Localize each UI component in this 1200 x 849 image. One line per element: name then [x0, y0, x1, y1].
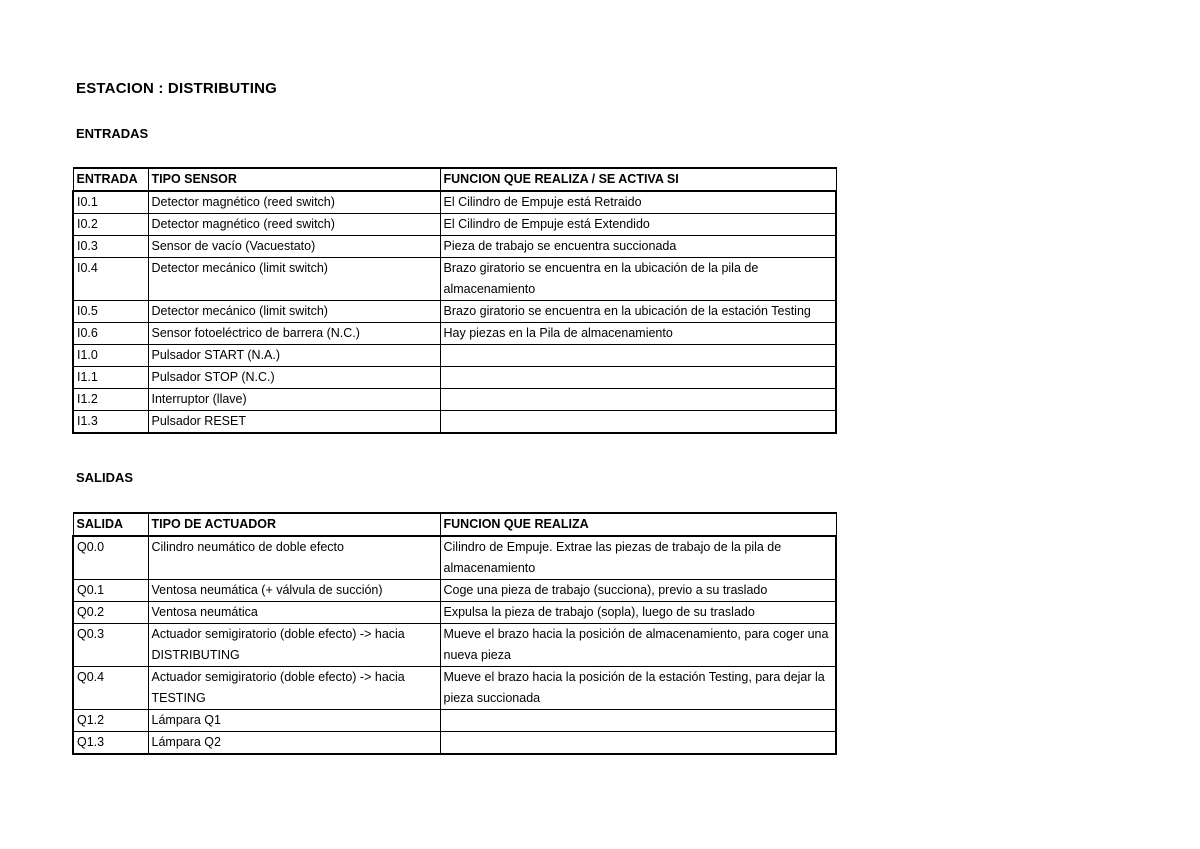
table-row [73, 258, 836, 301]
sensor-type: Detector magnético (reed switch) [148, 191, 440, 214]
table-row [73, 345, 836, 367]
function-text [440, 367, 836, 389]
function-text [440, 732, 836, 755]
actuator-type: Lámpara Q1 [148, 710, 440, 732]
entrada-address: I0.6 [73, 323, 148, 345]
salidas-header-row [73, 513, 836, 536]
actuator-type: Cilindro neumático de doble efecto [148, 536, 440, 580]
actuator-type: Ventosa neumática (+ válvula de succión) [148, 580, 440, 602]
entradas-header-funcion: FUNCION QUE REALIZA / SE ACTIVA SI [440, 168, 836, 191]
table-row [73, 214, 836, 236]
salida-address: Q1.2 [73, 710, 148, 732]
table-row [73, 236, 836, 258]
salidas-header-funcion: FUNCION QUE REALIZA [440, 513, 836, 536]
table-row [73, 389, 836, 411]
entrada-address: I0.1 [73, 191, 148, 214]
function-text: El Cilindro de Empuje está Retraido [440, 191, 836, 214]
actuator-type: Actuador semigiratorio (doble efecto) -> hacia TESTING [148, 667, 440, 710]
table-row [73, 536, 836, 580]
salidas-section-label: SALIDAS [76, 470, 134, 485]
function-text: Brazo giratorio se encuentra en la ubicación de la estación Testing [440, 301, 836, 323]
actuator-type: Ventosa neumática [148, 602, 440, 624]
table-row [73, 367, 836, 389]
actuator-type: Lámpara Q2 [148, 732, 440, 755]
salida-address: Q0.3 [73, 624, 148, 667]
sensor-type: Interruptor (llave) [148, 389, 440, 411]
sensor-type: Detector mecánico (limit switch) [148, 301, 440, 323]
sensor-type: Pulsador START (N.A.) [148, 345, 440, 367]
table-row [73, 323, 836, 345]
table-row [73, 191, 836, 214]
salidas-table [72, 512, 837, 755]
entrada-address: I1.0 [73, 345, 148, 367]
document-title: ESTACION : DISTRIBUTING [76, 80, 277, 97]
function-text [440, 389, 836, 411]
entrada-address: I0.5 [73, 301, 148, 323]
salida-address: Q0.0 [73, 536, 148, 580]
function-text [440, 411, 836, 434]
salida-address: Q0.1 [73, 580, 148, 602]
table-row [73, 732, 836, 755]
table-row [73, 411, 836, 434]
table-row [73, 580, 836, 602]
sensor-type: Pulsador STOP (N.C.) [148, 367, 440, 389]
sensor-type: Detector mecánico (limit switch) [148, 258, 440, 301]
entrada-address: I0.3 [73, 236, 148, 258]
salidas-header-tipo-actuador: TIPO DE ACTUADOR [148, 513, 440, 536]
function-text: Mueve el brazo hacia la posición de la estación Testing, para dejar la pieza succionada [440, 667, 836, 710]
function-text: Cilindro de Empuje. Extrae las piezas de trabajo de la pila de almacenamiento [440, 536, 836, 580]
function-text: Pieza de trabajo se encuentra succionada [440, 236, 836, 258]
salidas-header-salida: SALIDA [73, 513, 148, 536]
table-row [73, 624, 836, 667]
table-row [73, 301, 836, 323]
function-text: Hay piezas en la Pila de almacenamiento [440, 323, 836, 345]
entradas-header-entrada: ENTRADA [73, 168, 148, 191]
entradas-section-label: ENTRADAS [76, 126, 149, 141]
table-row [73, 602, 836, 624]
entradas-header-tipo-sensor: TIPO SENSOR [148, 168, 440, 191]
function-text [440, 710, 836, 732]
salida-address: Q0.4 [73, 667, 148, 710]
sensor-type: Detector magnético (reed switch) [148, 214, 440, 236]
table-row [73, 667, 836, 710]
table-row [73, 710, 836, 732]
entrada-address: I1.2 [73, 389, 148, 411]
function-text: Mueve el brazo hacia la posición de almacenamiento, para coger una nueva pieza [440, 624, 836, 667]
entrada-address: I0.4 [73, 258, 148, 301]
sensor-type: Sensor de vacío (Vacuestato) [148, 236, 440, 258]
sensor-type: Pulsador RESET [148, 411, 440, 434]
salida-address: Q1.3 [73, 732, 148, 755]
entradas-table [72, 167, 837, 434]
function-text: Brazo giratorio se encuentra en la ubicación de la pila de almacenamiento [440, 258, 836, 301]
function-text: Coge una pieza de trabajo (succiona), previo a su traslado [440, 580, 836, 602]
sensor-type: Sensor fotoeléctrico de barrera (N.C.) [148, 323, 440, 345]
function-text: El Cilindro de Empuje está Extendido [440, 214, 836, 236]
function-text: Expulsa la pieza de trabajo (sopla), luego de su traslado [440, 602, 836, 624]
entrada-address: I0.2 [73, 214, 148, 236]
entrada-address: I1.1 [73, 367, 148, 389]
salida-address: Q0.2 [73, 602, 148, 624]
entradas-header-row [73, 168, 836, 191]
function-text [440, 345, 836, 367]
entrada-address: I1.3 [73, 411, 148, 434]
actuator-type: Actuador semigiratorio (doble efecto) -> hacia DISTRIBUTING [148, 624, 440, 667]
